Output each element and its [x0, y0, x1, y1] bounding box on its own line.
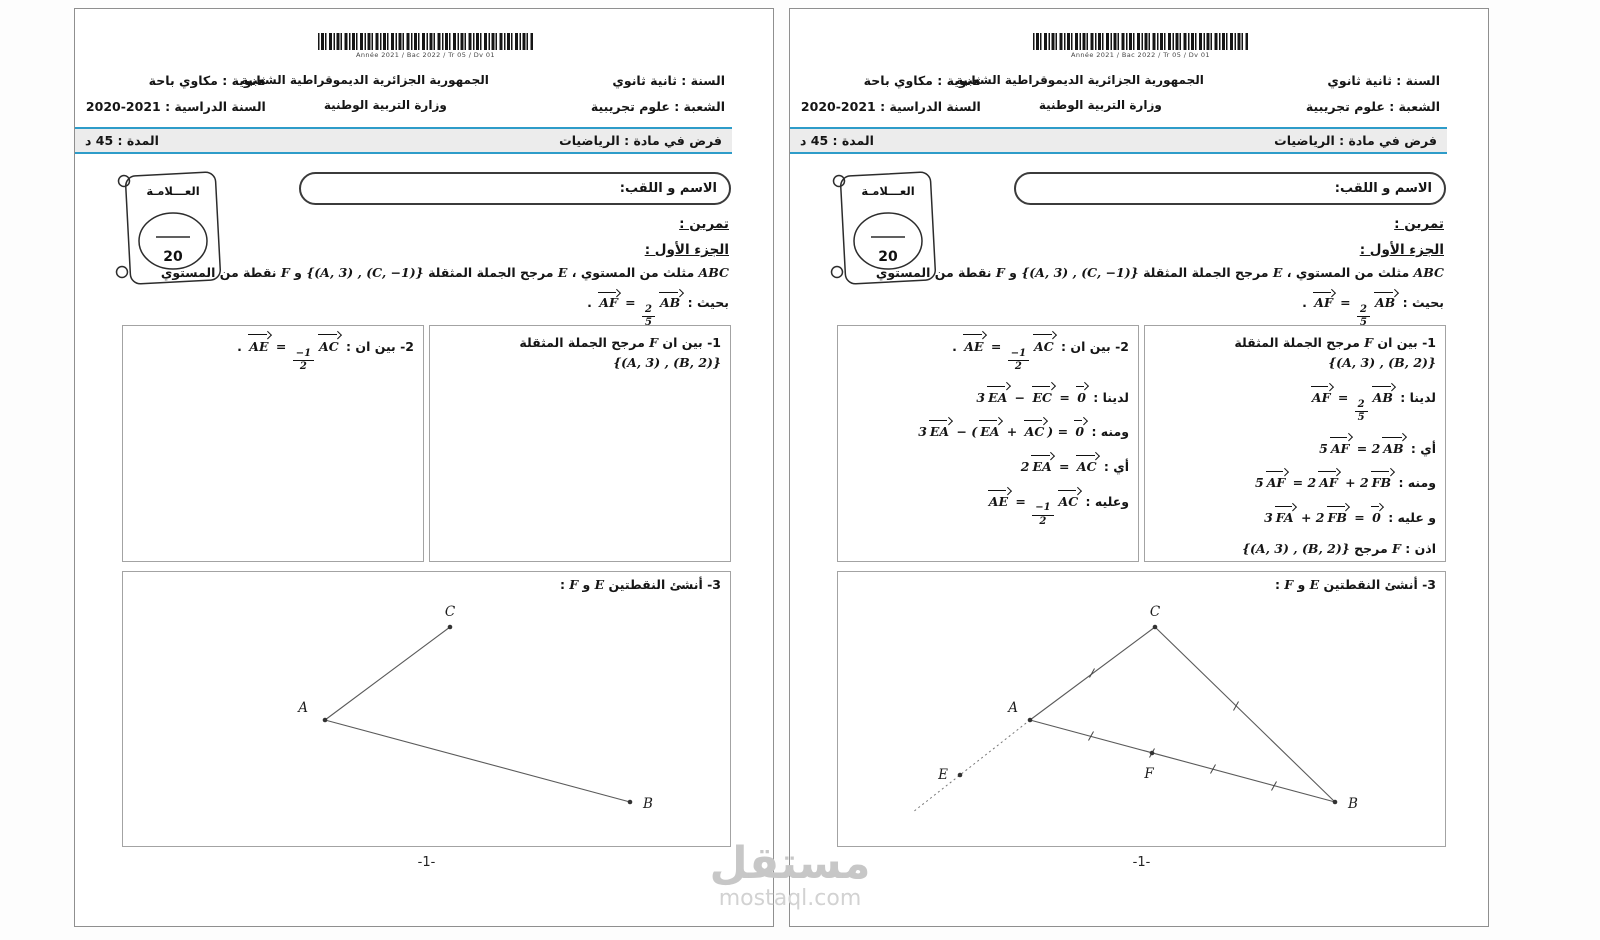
page-number: -1-: [1132, 855, 1151, 870]
school-year-row: السنة الدراسية : 2021-2020: [85, 99, 266, 114]
answer-box-q1: [429, 325, 731, 562]
triangle-figure: [123, 572, 730, 846]
extension-line-AE: [913, 720, 1030, 812]
solution-step: ومنه : 5 AF = 2 AF + 2 FB: [1154, 470, 1436, 493]
header-right-column: [1212, 73, 1448, 125]
segment-AB: [1030, 720, 1335, 802]
point-B: [1333, 800, 1338, 805]
label-C: C: [1149, 604, 1161, 620]
header-middle-column: [241, 73, 497, 125]
question-2-title: 2- بين ان : AE = $\frac{-1}{2}$ AC .: [132, 333, 414, 373]
label-E: E: [938, 767, 948, 783]
page-header: [77, 73, 733, 125]
ministry-title: وزارة التربية الوطنية: [1038, 98, 1162, 112]
barcode-image: [1033, 33, 1248, 50]
year-row: السنة : ثانية ثانوي: [1327, 73, 1440, 88]
barcode-caption: Année 2021 / Bac 2022 / Tr 05 / Dv 01: [356, 51, 495, 59]
point-C: [448, 625, 453, 630]
segment-AC: [325, 627, 450, 720]
answer-boxes: [122, 325, 731, 562]
exercise-heading: تمرين :: [679, 216, 729, 232]
solution-step: اذن : F مرجح {(A, 3) , (B, 2)}: [1241, 540, 1436, 556]
label-C: C: [444, 604, 456, 620]
point-C: [1153, 625, 1158, 630]
header-middle-column: [956, 73, 1212, 125]
subject-label: فرض في مادة : الرياضيات: [559, 133, 722, 148]
watermark-title: مستقل: [709, 838, 871, 889]
duration-label: المدة : 45 د: [85, 133, 159, 148]
tick-CB: [1234, 702, 1239, 711]
statement-line-2: بحيث : AF = $\frac{2}{5}$ AB .: [814, 291, 1444, 329]
part1-heading: الجزء الأول :: [644, 242, 729, 258]
label-B: B: [1348, 796, 1358, 812]
subject-banner: [75, 127, 732, 154]
segment-CB: [1155, 627, 1335, 802]
question-3-title: 3- أنشئ النقطتين E و F :: [559, 577, 721, 592]
question-3-title: 3- أنشئ النقطتين E و F :: [1274, 577, 1436, 592]
solution-step: أي : 5 AF = 2 AB: [1154, 436, 1436, 459]
label-A: A: [1008, 700, 1018, 716]
question-2-title: 2- بين ان : AE = $\frac{-1}{2}$ AC .: [847, 333, 1129, 373]
duration-label: المدة : 45 د: [800, 133, 874, 148]
exam-page-1: [74, 8, 774, 927]
page-number: -1-: [417, 855, 436, 870]
part1-heading: الجزء الأول :: [1359, 242, 1444, 258]
figure-box: [837, 571, 1446, 847]
answer-box-q2: [122, 325, 424, 562]
segment-AB: [325, 720, 630, 802]
school-row: ثانوية : مكاوي باحة: [863, 73, 981, 88]
statement-line-1: ABC مثلث من المستوي ، E مرجح الجملة المثقلة {(A, 3) , (C, −1)} و F نقطة من المستوي: [875, 265, 1444, 280]
label-B: B: [643, 796, 653, 812]
point-F: [1150, 751, 1155, 756]
subject-label: فرض في مادة : الرياضيات: [1274, 133, 1437, 148]
figure-box: [122, 571, 731, 847]
mark-label: العـــلامـة: [861, 184, 915, 198]
republic-title: الجمهورية الجزائرية الديموقراطية الشعبية: [241, 73, 489, 87]
subject-banner: [790, 127, 1447, 154]
statement-line-2: بحيث : AF = $\frac{2}{5}$ AB .: [99, 291, 729, 329]
header-right-column: [497, 73, 733, 125]
barcode: [318, 33, 533, 59]
question-1-title: 1- بين ان F مرجح الجملة المثقلة {(A, 3) , (B, 2)}: [1234, 335, 1436, 370]
header-left-column: [792, 73, 989, 125]
header-left-column: [77, 73, 274, 125]
solution-step: ومنه : 3 EA − ( EA + AC ) = 0: [847, 419, 1129, 442]
solution-step: لدينا : 3 EA − EC = 0: [847, 385, 1129, 408]
triangle-construction-figure: [838, 572, 1445, 846]
answer-boxes: [837, 325, 1446, 562]
branch-row: الشعبة : علوم تجريبية: [590, 99, 725, 114]
ministry-title: وزارة التربية الوطنية: [323, 98, 447, 112]
label-A: A: [298, 700, 308, 716]
label-F: F: [1144, 766, 1154, 782]
branch-row: الشعبة : علوم تجريبية: [1305, 99, 1440, 114]
solution-step: و عليه : 3 FA + 2 FB = 0: [1154, 505, 1436, 528]
year-row: السنة : ثانية ثانوي: [612, 73, 725, 88]
student-name-box[interactable]: [1014, 172, 1446, 205]
solution-step: وعليه : AE = $\frac{-1}{2}$ AC: [847, 489, 1129, 528]
segment-CA: [1030, 627, 1155, 720]
solution-step: لدينا : AF = $\frac{2}{5}$ AB: [1154, 385, 1436, 424]
point-A: [1028, 718, 1033, 723]
solution-step: أي : 2 EA = AC: [847, 454, 1129, 477]
statement-line-1: ABC مثلث من المستوي ، E مرجح الجملة المثقلة {(A, 3) , (C, −1)} و F نقطة من المستوي: [160, 265, 729, 280]
republic-title: الجمهورية الجزائرية الديموقراطية الشعبية: [956, 73, 1204, 87]
exercise-heading: تمرين :: [1394, 216, 1444, 232]
page-header: [792, 73, 1448, 125]
student-name-label: الاسم و اللقب:: [619, 181, 717, 196]
barcode-caption: Année 2021 / Bac 2022 / Tr 05 / Dv 01: [1071, 51, 1210, 59]
answer-box-q1: [1144, 325, 1446, 562]
point-B: [628, 800, 633, 805]
barcode: [1033, 33, 1248, 59]
barcode-image: [318, 33, 533, 50]
watermark-subtitle: mostaql.com: [718, 886, 862, 911]
answer-box-q2: [837, 325, 1139, 562]
mark-total: 20: [878, 249, 898, 265]
question-1-title: 1- بين ان F مرجح الجملة المثقلة {(A, 3) , (B, 2)}: [519, 335, 721, 370]
mark-total: 20: [163, 249, 183, 265]
student-name-label: الاسم و اللقب:: [1334, 181, 1432, 196]
school-row: ثانوية : مكاوي باحة: [148, 73, 266, 88]
point-E: [958, 773, 963, 778]
mark-label: العـــلامـة: [146, 184, 200, 198]
point-A: [323, 718, 328, 723]
exam-page-2: [789, 8, 1489, 927]
school-year-row: السنة الدراسية : 2021-2020: [800, 99, 981, 114]
student-name-box[interactable]: [299, 172, 731, 205]
